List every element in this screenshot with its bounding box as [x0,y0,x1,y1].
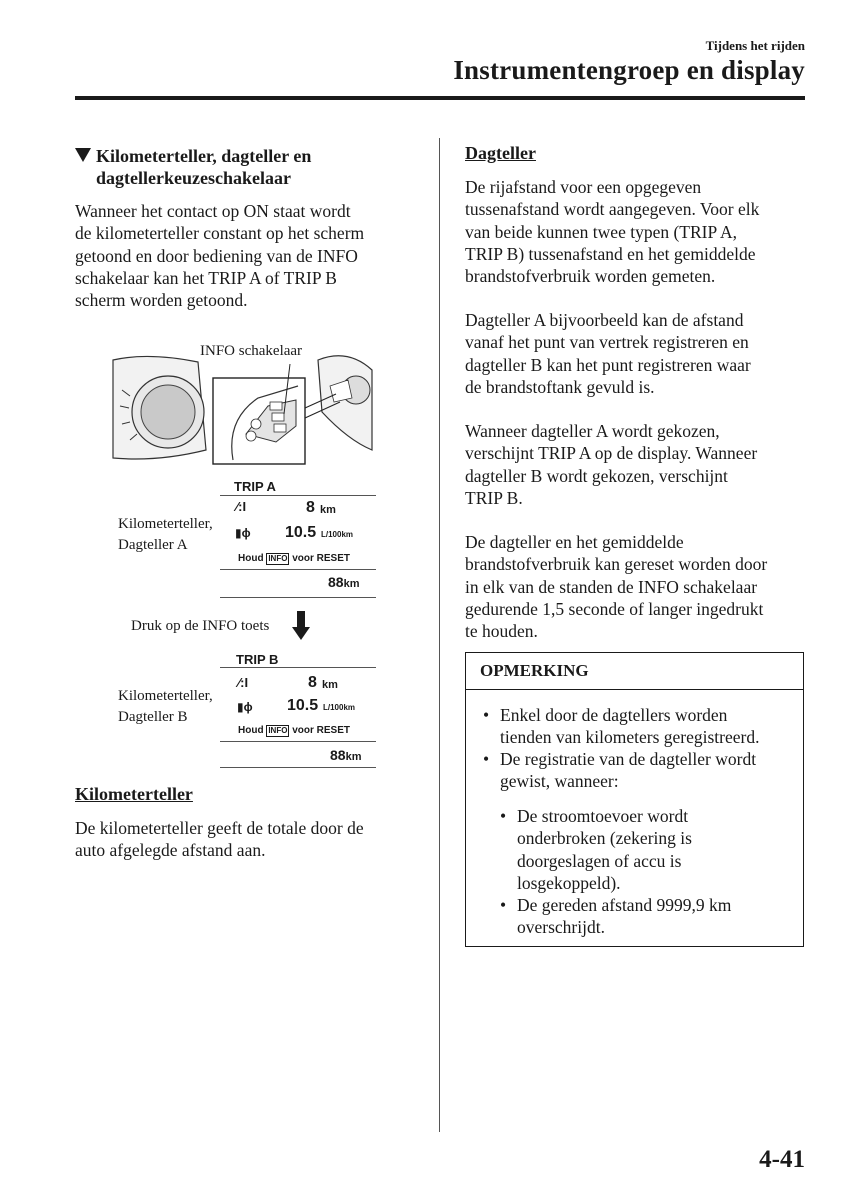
odometer-paragraph [75,817,420,862]
triangle-bullet-icon [75,148,91,162]
display-a-distance-unit: km [320,504,336,516]
tripmeter-heading: Dagteller [465,143,536,163]
odometer-unit: km [343,578,360,590]
bullet-dot-icon: • [483,705,490,725]
note-line: losgekoppeld). [517,872,621,893]
intro-line: de kilometerteller constant op het scherm [75,223,365,244]
fuel-consumption-icon: ▮ϕ [235,526,251,540]
display-a-label [118,514,213,556]
section-heading [75,145,415,189]
display-b-distance-unit: km [322,679,338,691]
reset-hint-pre: Houd [238,553,264,564]
fuel-consumption-icon: ▮ϕ [237,700,253,714]
display-b-mid-line [220,741,376,742]
tripmeter-paragraph-2 [465,309,810,398]
display-b-distance: 8 [308,674,317,691]
paragraph-line: in elk van de standen de INFO schakelaar [465,576,758,597]
paragraph-line: Dagteller A bijvoorbeeld kan de afstand [465,310,744,330]
arrow-down-icon [292,611,310,641]
note-line: overschrijdt. [517,917,605,938]
section-heading-line2: dagtellerkeuzeschakelaar [96,168,291,188]
tripmeter-paragraph-1 [465,176,810,287]
intro-line: getoond en door bediening van de INFO [75,245,358,266]
paragraph-line: De dagteller en het gemiddelde [465,532,684,552]
section-heading-line1: Kilometerteller, dagteller en [96,146,312,166]
note-header [466,653,803,690]
paragraph-line: brandstofverbruik kan gereset worden door [465,554,768,575]
paragraph-line: dagteller B kan het punt registreren waar [465,354,751,375]
display-b-label-line2: Dagteller B [118,709,188,725]
reset-hint-post: voor RESET [292,725,351,736]
note-line: De stroomtoevoer wordt [517,806,689,826]
bullet-dot-icon: • [500,806,507,826]
note-bullet-1 [483,704,760,749]
odometer-line: De kilometerteller geeft de totale door de [75,818,364,838]
page-number: 4-41 [759,1146,805,1173]
reset-hint-post: voor RESET [292,553,351,564]
trip-distance-icon: ⁄:I [238,675,249,690]
display-b-consumption: 10.5 [287,697,319,714]
display-a-consumption: 10.5 [285,524,317,541]
intro-paragraph [75,200,420,311]
note-line: Enkel door de dagtellers worden [500,705,728,725]
paragraph-line: vanaf het punt van vertrek registreren en [465,332,749,353]
display-a-reset-hint [238,553,350,565]
trip-distance-icon: ⁄:I [236,499,247,514]
odometer-line: auto afgelegde afstand aan. [75,840,266,861]
intro-line: Wanneer het contact op ON staat wordt [75,201,351,221]
bullet-dot-icon: • [500,895,507,915]
paragraph-line: brandstofverbruik worden gemeten. [465,266,716,287]
display-b-trip: TRIP B [236,652,279,667]
tripmeter-paragraph-3 [465,420,810,509]
paragraph-line: TRIP B) tussenafstand en het gemiddelde [465,243,756,264]
info-switch-label: INFO schakelaar [200,343,303,359]
note-title: OPMERKING [480,661,589,680]
note-line: De gereden afstand 9999,9 km [517,895,732,915]
display-b-consumption-unit: L/100km [323,703,356,712]
display-a-mid-line [220,569,376,570]
info-key-box: INFO [268,554,288,563]
paragraph-line: Wanneer dagteller A wordt gekozen, [465,421,720,441]
note-bullet-2 [483,748,757,793]
note-line: doorgeslagen of accu is [517,850,682,871]
section-label: Tijdens het rijden [705,38,805,53]
note-box [465,652,804,947]
cluster-illustration [108,350,378,468]
column-divider [439,138,440,1132]
display-b-reset-hint [238,725,350,737]
tripmeter-paragraph-4 [465,531,810,642]
display-a-label-line2: Dagteller A [118,537,188,553]
display-b-label-line1: Kilometerteller, [118,688,213,704]
paragraph-line: van beide kunnen twee typen (TRIP A, [465,221,737,242]
paragraph-line: verschijnt TRIP A op de display. Wanneer [465,443,758,464]
header-rule [75,96,805,100]
display-b-bottom-line [220,767,376,768]
paragraph-line: tussenafstand wordt aangegeven. Voor elk [465,199,760,220]
paragraph-line: De rijafstand voor een opgegeven [465,177,702,197]
odometer-unit: km [345,751,362,763]
intro-line: schakelaar kan het TRIP A of TRIP B [75,267,337,288]
display-a-distance: 8 [306,499,315,516]
paragraph-line: de brandstoftank gevuld is. [465,376,655,397]
paragraph-line: dagteller B wordt gekozen, verschijnt [465,465,728,486]
reset-hint-pre: Houd [238,725,264,736]
display-b-top-line [220,667,376,668]
info-key-box: INFO [268,726,288,735]
note-sub-bullet-2 [500,894,732,939]
note-line: gewist, wanneer: [500,771,619,792]
bullet-dot-icon: • [483,749,490,769]
note-line: tienden van kilometers geregistreerd. [500,727,760,748]
note-line: De registratie van de dagteller wordt [500,749,757,769]
display-a-odometer [328,574,359,590]
display-b-label [118,686,213,728]
press-info-label: Druk op de INFO toets [131,618,270,634]
intro-line: scherm worden getoond. [75,290,248,311]
display-a-top-line [220,495,376,496]
page-title: Instrumentengroep en display [453,55,805,85]
display-b-odometer [330,747,361,763]
paragraph-line: TRIP B. [465,487,523,508]
paragraph-line: gedurende 1,5 seconde of langer ingedrukt [465,598,764,619]
display-a-trip: TRIP A [234,479,276,494]
display-a-bottom-line [220,597,376,598]
odometer-value: 88 [330,747,346,763]
display-a-label-line1: Kilometerteller, [118,516,213,532]
display-a-consumption-unit: L/100km [321,530,354,539]
note-sub-bullet-1 [500,805,692,894]
odometer-heading: Kilometerteller [75,784,193,804]
note-line: onderbroken (zekering is [517,828,692,849]
paragraph-line: te houden. [465,621,538,642]
odometer-value: 88 [328,574,344,590]
